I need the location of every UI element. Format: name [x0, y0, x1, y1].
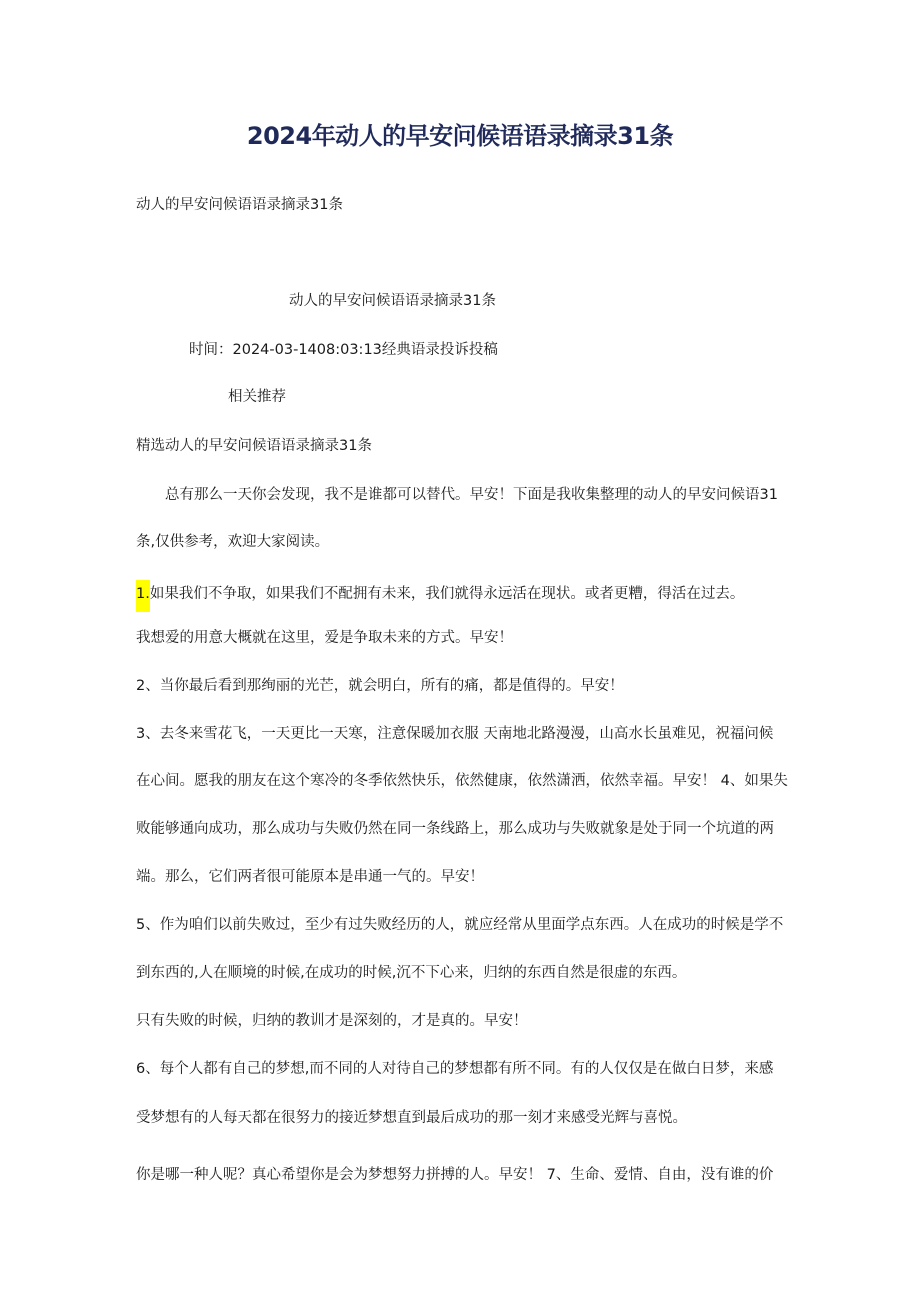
item-6-line-3: 你是哪一种人呢？真心希望你是会为梦想努力拼搏的人。早安！ 7、生命、爱情、自由，没有谁的价: [136, 1167, 774, 1183]
related-link[interactable]: 相关推荐: [228, 389, 286, 405]
item-1-line-1: [136, 580, 744, 612]
intro-line-2: 条,仅供参考，欢迎大家阅读。: [136, 534, 330, 550]
inner-title: 动人的早安问候语语录摘录31条: [289, 293, 496, 309]
section-heading: 精选动人的早安问候语语录摘录31条: [136, 438, 372, 454]
item-3-line-4: 端。那么，它们两者很可能原本是串通一气的。早安！: [136, 869, 484, 885]
item-5-line-1: 5、作为咱们以前失败过，至少有过失败经历的人，就应经常从里面学点东西。人在成功的时候是学不: [136, 917, 784, 933]
highlight-marker: 1.: [136, 580, 150, 612]
item-5-line-2: 到东西的,人在顺境的时候,在成功的时候,沉不下心来，归纳的东西自然是很虚的东西。: [136, 965, 687, 981]
item-3-line-1: 3、去冬来雪花飞，一天更比一天寒，注意保暖加衣服 天南地北路漫漫，山高水长虽难见，祝福问候: [136, 726, 774, 742]
item-5-line-3: 只有失败的时候，归纳的教训才是深刻的，才是真的。早安！: [136, 1013, 528, 1029]
item-3-line-3: 败能够通向成功，那么成功与失败仍然在同一条线路上，那么成功与失败就象是处于同一个坑道的两: [136, 821, 774, 837]
intro-line-1: 总有那么一天你会发现，我不是谁都可以替代。早安！下面是我收集整理的动人的早安问候语31: [165, 487, 778, 503]
item-1-text: 如果我们不争取，如果我们不配拥有未来，我们就得永远活在现状。或者更糟，得活在过去。: [149, 586, 745, 602]
subtitle: 动人的早安问候语语录摘录31条: [136, 197, 343, 213]
item-6-line-1: 6、每个人都有自己的梦想,而不同的人对待自己的梦想都有所不同。有的人仅仅是在做白日梦，来感: [136, 1061, 774, 1077]
meta-line: 时间：2024-03-1408:03:13经典语录投诉投稿: [189, 342, 498, 358]
item-6-line-2: 受梦想有的人每天都在很努力的接近梦想直到最后成功的那一刻才来感受光辉与喜悦。: [136, 1110, 687, 1126]
item-3-line-2: 在心间。愿我的朋友在这个寒冷的冬季依然快乐，依然健康，依然潇洒，依然幸福。早安！ 4、如果失: [136, 773, 788, 789]
document-title: 2024年动人的早安问候语语录摘录31条: [246, 122, 674, 150]
item-2: 2、当你最后看到那绚丽的光芒，就会明白，所有的痛，都是值得的。早安！: [136, 678, 624, 694]
item-1-line-2: 我想爱的用意大概就在这里，爱是争取未来的方式。早安！: [136, 630, 513, 646]
